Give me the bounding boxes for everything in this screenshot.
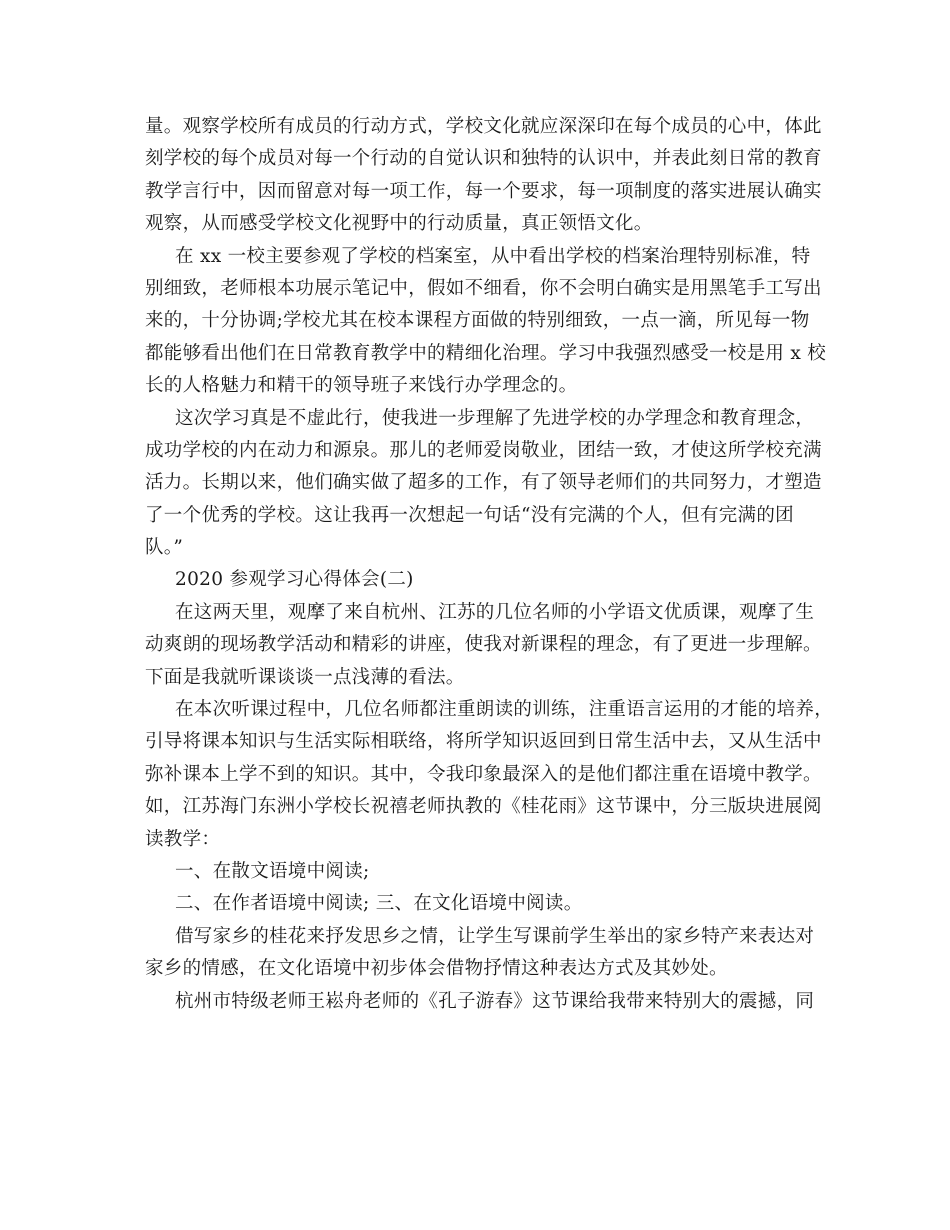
text-line: 读教学：	[145, 828, 221, 850]
text-line: 教学言行中，因而留意对每一项工作，每一个要求，每一项制度的落实进展认确实	[145, 180, 822, 202]
text-line: 这次学习真是不虚此行，使我进一步理解了先进学校的办学理念和教育理念，	[175, 407, 815, 429]
text-line: 家乡的情感，在文化语境中初步体会借物抒情这种表达方式及其妙处。	[145, 958, 728, 980]
text-line: 刻学校的每个成员对每一个行动的自觉认识和独特的认识中，并表此刻日常的教育	[145, 148, 822, 170]
text-line: 2020 参观学习心得体会(二)	[175, 569, 414, 591]
text-line: 下面是我就听课谈谈一点浅薄的看法。	[145, 666, 465, 688]
text-line: 弥补课本上学不到的知识。其中，令我印象最深入的是他们都注重在语境中教学。	[145, 763, 822, 785]
text-line: 观察，从而感受学校文化视野中的行动质量，真正领悟文化。	[145, 213, 653, 235]
text-line: 借写家乡的桂花来抒发思乡之情，让学生写课前学生举出的家乡特产来表达对	[175, 925, 815, 947]
text-line: 动爽朗的现场教学活动和精彩的讲座，使我对新课程的理念，有了更进一步理解。	[145, 634, 822, 656]
text-line: 量。观察学校所有成员的行动方式，学校文化就应深深印在每个成员的心中，体此	[145, 116, 822, 137]
text-line: 一、在散文语境中阅读;	[175, 860, 370, 882]
text-line: 队。”	[145, 537, 184, 559]
text-line: 活力。长期以来，他们确实做了超多的工作，有了领导老师们的共同努力，才塑造	[145, 472, 822, 494]
body-text	[145, 111, 834, 1018]
text-line: 如，江苏海门东洲小学校长祝禧老师执教的《桂花雨》这节课中，分三版块进展阅	[145, 796, 822, 818]
text-line: 来的，十分协调;学校尤其在校本课程方面做的特别细致，一点一滴，所见每一物	[145, 310, 810, 332]
text-line: 都能够看出他们在日常教育教学中的精细化治理。学习中我强烈感受一校是用 x 校	[145, 342, 827, 364]
text-line: 了一个优秀的学校。这让我再一次想起一句话“没有完满的个人，但有完满的团	[145, 504, 794, 526]
text-line: 引导将课本知识与生活实际相联络，将所学知识返回到日常生活中去，又从生活中	[145, 731, 822, 753]
text-line: 二、在作者语境中阅读; 三、在文化语境中阅读。	[175, 893, 583, 915]
text-line: 在本次听课过程中，几位名师都注重朗读的训练，注重语言运用的才能的培养，	[175, 699, 834, 721]
text-line: 在 xx 一校主要参观了学校的档案室，从中看出学校的档案治理特别标准，特	[175, 245, 811, 267]
text-line: 在这两天里，观摩了来自杭州、江苏的几位名师的小学语文优质课，观摩了生	[175, 601, 815, 623]
text-line: 长的人格魅力和精干的领导班子来饯行办学理念的。	[145, 375, 578, 397]
text-line: 成功学校的内在动力和源泉。那儿的老师爱岗敬业，团结一致，才使这所学校充满	[145, 439, 822, 461]
text-line: 别细致，老师根本功展示笔记中，假如不细看，你不会明白确实是用黑笔手工写出	[145, 277, 822, 299]
text-line: 杭州市特级老师王崧舟老师的《孔子游春》这节课给我带来特别大的震撼，同	[175, 990, 815, 1012]
